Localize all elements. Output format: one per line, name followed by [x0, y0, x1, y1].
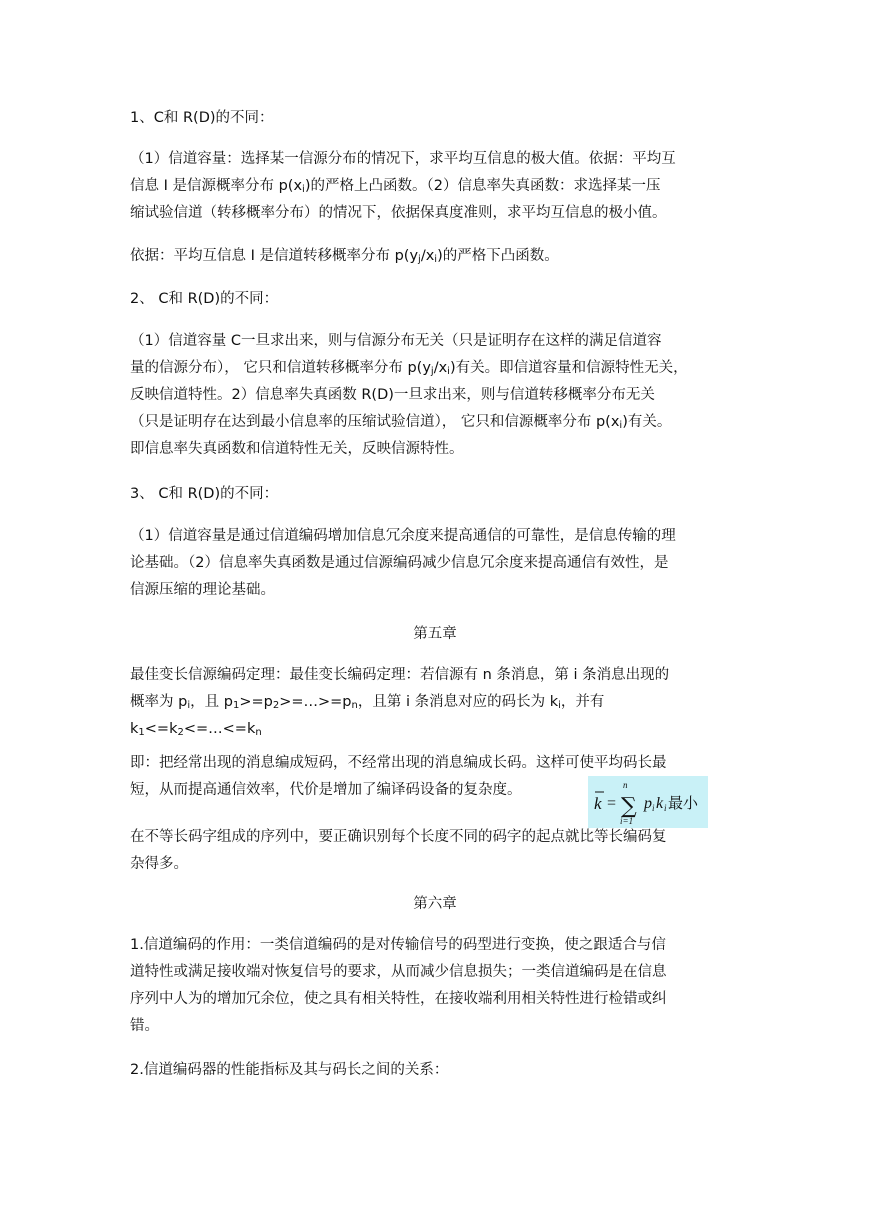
section-3-paragraph: （1）信道容量是通过信道编码增加信息冗余度来提高通信的可靠性，是信息传输的理 论基础。（2）信息率失真函数是通过信源编码减少信息冗余度来提高通信有效性，是 信源压缩的理论基础。 — [130, 528, 676, 598]
chapter-5-heading: 第五章 — [413, 626, 457, 642]
chapter-5-explanation: 即：把经常出现的消息编成短码，不经常出现的消息编成长码。这样可使平均码长最 短，从而提高通信效率，代价是增加了编译码设备的复杂度。 — [130, 755, 667, 798]
section-2-title: 2、 C和 R(D)的不同： — [130, 291, 279, 307]
formula-k-sub: i — [664, 803, 667, 813]
average-code-length-formula — [588, 776, 708, 828]
formula-p: p — [644, 795, 652, 812]
chapter-5-note: 在不等长码字组成的序列中，要正确识别每个长度不同的码字的起点就比等长编码复 杂得多。 — [130, 829, 667, 872]
sum-lower-limit: i=1 — [620, 816, 634, 826]
formula-graphic — [588, 776, 708, 828]
chapter-6-paragraph-1: 1.信道编码的作用：一类信道编码的是对传输信号的码型进行变换，使之跟适合与信 道特性或满足接收端对恢复信号的要求，从而减少信息损失；一类信道编码是在信息 序列中人为的增加冗余位，使之具有相关特性，在接收端利用相关特性进行检错或纠 错。 — [130, 937, 667, 1034]
chapter-6-heading: 第六章 — [413, 896, 457, 912]
chapter-6-paragraph-2: 2.信道编码器的性能指标及其与码长之间的关系： — [130, 1062, 449, 1078]
formula-suffix: 最小 — [668, 794, 699, 812]
sum-symbol: ∑ — [621, 794, 637, 819]
formula-equals: = — [607, 795, 617, 812]
formula-lhs: k — [594, 794, 602, 813]
section-2-paragraph: （1）信道容量 C一旦求出来，则与信源分布无关（只是证明存在这样的满足信道容 量的信源分布）， 它只和信道转移概率分布 $p(y_j/x_i)$有关。即信道容量和信源特性无关， 反映信道特性。2）信息率失真函数 R(D)一旦求出来，则与信道转移概率分布无关 （只是证明存在达到最小信息率的压缩试验信道）， 它只和信源概率分布 $p(x_i)$有关。 即信息率失真函数和信道特性无关，反映信源特性。 — [130, 333, 688, 457]
section-1-title: 1、C和 R(D)的不同： — [130, 110, 274, 126]
section-1-paragraph-1: （1）信道容量：选择某一信源分布的情况下，求平均互信息的极大值。依据：平均互 信息 I 是信源概率分布 $p(x_i)$的严格上凸函数。（2）信息率失真函数：求选择某一压 缩试验信道（转移概率分布）的情况下，依据保真度准则，求平均互信息的极小值。 — [130, 151, 676, 221]
formula-p-sub: i — [652, 803, 655, 813]
formula-k: k — [656, 795, 664, 812]
section-3-title: 3、 C和 R(D)的不同： — [130, 486, 279, 502]
sum-upper-limit: n — [623, 780, 628, 790]
chapter-5-theorem: 最佳变长信源编码定理：最佳变长编码定理：若信源有 n 条消息，第 i 条消息出现的 概率为 $p_i$，且 $p_1>=p_2>=\dots>=p_n$，且第 i 条消息对应的码长为 $k_i$，并有 $k_1<=k_2<=\dots<=k_n$ — [130, 667, 670, 738]
section-1-paragraph-2: 依据：平均互信息 I 是信道转移概率分布 $p(y_j/x_i)$的严格下凸函数。 — [130, 248, 559, 265]
